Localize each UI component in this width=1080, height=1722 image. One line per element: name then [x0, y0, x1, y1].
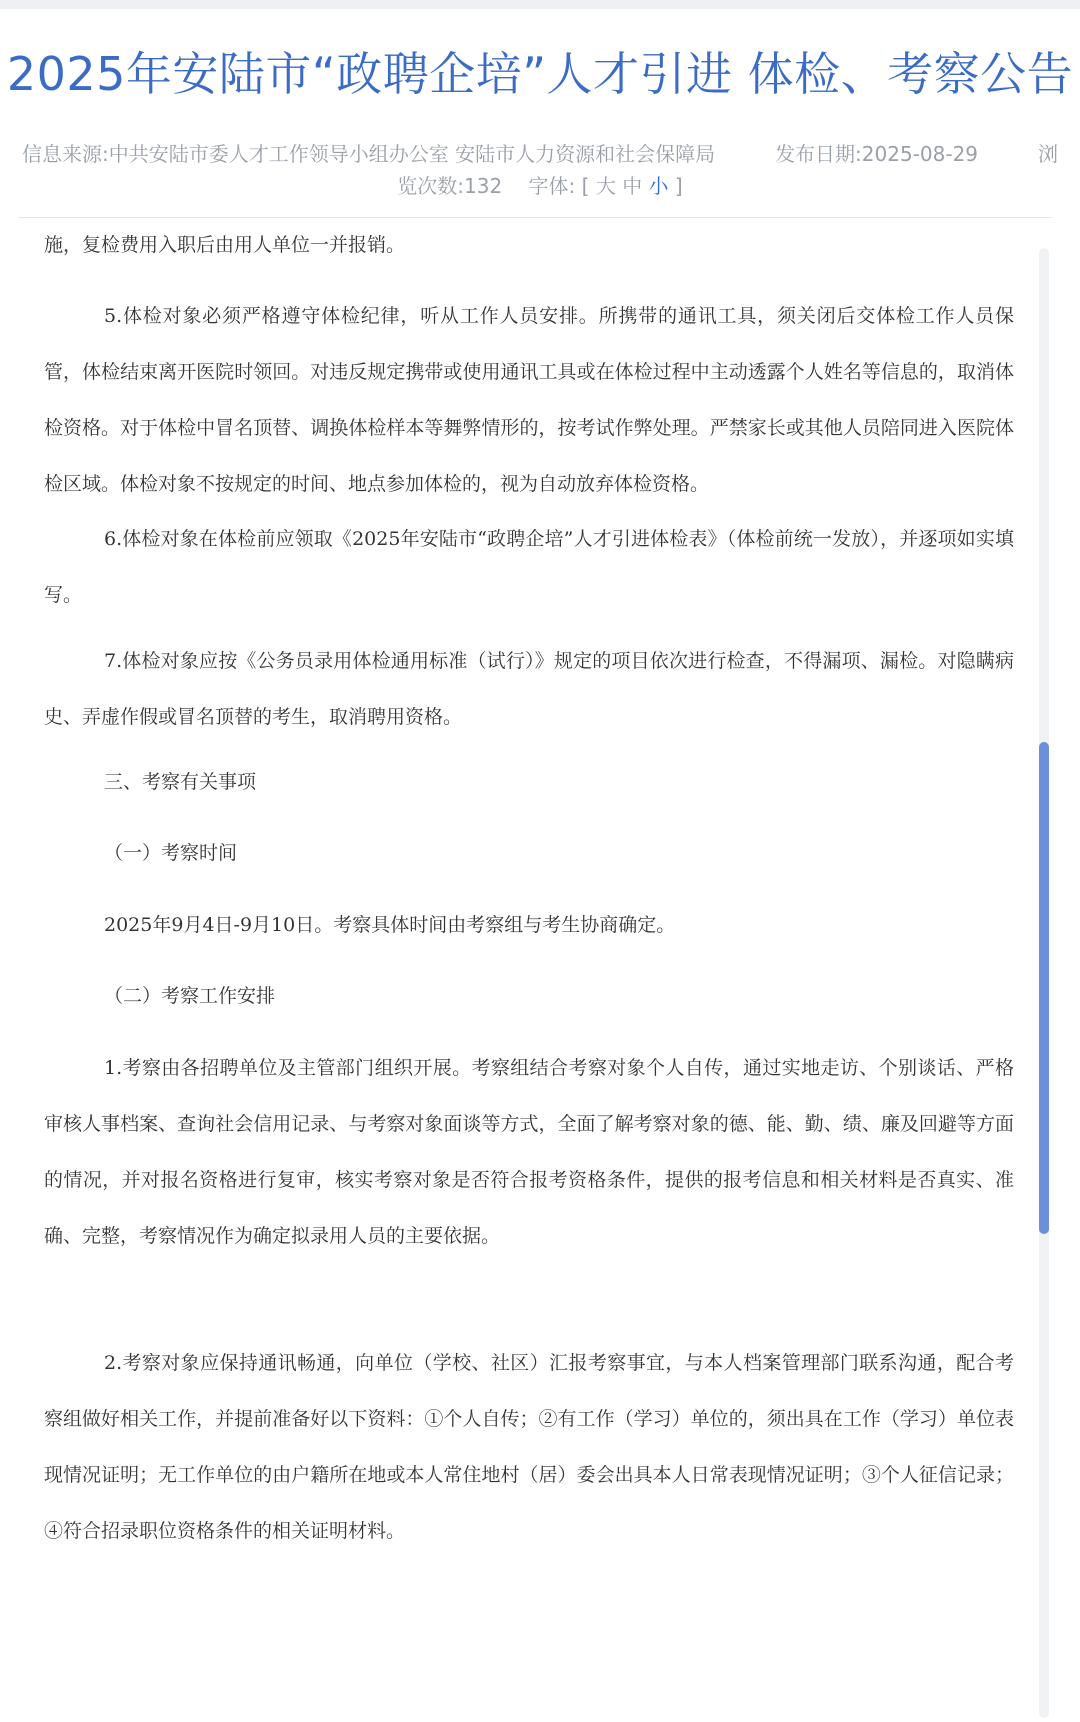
paragraph: 施，复检费用入职后由用人单位一并报销。 — [44, 234, 406, 256]
subsection-heading: （一）考察时间 — [104, 842, 238, 864]
paragraph: 2025年9月4日-9月10日。考察具体时间由考察组与考生协商确定。 — [104, 914, 676, 936]
scrollbar-thumb[interactable] — [1039, 742, 1049, 1234]
paragraph: 2.考察对象应保持通讯畅通，向单位（学校、社区）汇报考察事宜，与本人档案管理部门联系沟通，配合考察组做好相关工作，并提前准备好以下资料：①个人自传；②有工作（学习）单位的，须出具在工作（学习）单位表现情况证明；无工作单位的由户籍所在地或本人常住地村（居）委会出具本人日常表现情况证明；③个人征信记录；④符合招录职位资格条件的相关证明材料。 — [44, 1352, 1014, 1542]
font-size-large[interactable]: 大 — [595, 174, 616, 198]
section-heading: 三、考察有关事项 — [104, 771, 257, 793]
info-source: 信息来源:中共安陆市委人才工作领导小组办公室 安陆市人力资源和社会保障局 — [22, 142, 716, 166]
article-meta — [22, 138, 1058, 202]
paragraph: 7.体检对象应按《公务员录用体检通用标准（试行）》规定的项目依次进行检查，不得漏项、漏检。对隐瞒病史、弄虚作假或冒名顶替的考生，取消聘用资格。 — [44, 650, 1014, 728]
paragraph: 5.体检对象必须严格遵守体检纪律，听从工作人员安排。所携带的通讯工具，须关闭后交体检工作人员保管，体检结束离开医院时领回。对违反规定携带或使用通讯工具或在体检过程中主动透露个人姓名等信息的，取消体检资格。对于体检中冒名顶替、调换体检样本等舞弊情形的，按考试作弊处理。严禁家长或其他人员陪同进入医院体检区域。体检对象不按规定的时间、地点参加体检的，视为自动放弃体检资格。 — [44, 305, 1014, 495]
font-size-bracket-open: [ — [581, 174, 590, 198]
meta-line-2 — [22, 170, 1058, 202]
paragraph: 1.考察由各招聘单位及主管部门组织开展。考察组结合考察对象个人自传，通过实地走访、个别谈话、严格审核人事档案、查询社会信用记录、与考察对象面谈等方式，全面了解考察对象的德、能、勤、绩、廉及回避等方面的情况，并对报名资格进行复审，核实考察对象是否符合报考资格条件，提供的报考信息和相关材料是否真实、准确、完整，考察情况作为确定拟录用人员的主要依据。 — [44, 1057, 1014, 1247]
publish-date: 发布日期:2025-08-29 — [775, 142, 979, 166]
font-size-label: 字体: — [528, 174, 576, 198]
page-title: 2025年安陆市“政聘企培”人才引进 体检、考察公告 — [6, 47, 1074, 101]
paragraph: 6.体检对象在体检前应领取《2025年安陆市“政聘企培”人才引进体检表》（体检前统一发放），并逐项如实填写。 — [44, 528, 1014, 606]
views-prefix: 浏 — [1037, 142, 1058, 166]
font-size-small[interactable]: 小 — [648, 174, 669, 198]
view-count: 览次数:132 — [397, 174, 503, 198]
subsection-heading: （二）考察工作安排 — [104, 985, 276, 1007]
font-size-medium[interactable]: 中 — [622, 174, 643, 198]
meta-line-1 — [22, 138, 1058, 170]
font-size-bracket-close: ] — [674, 174, 683, 198]
top-bar — [0, 0, 1080, 9]
